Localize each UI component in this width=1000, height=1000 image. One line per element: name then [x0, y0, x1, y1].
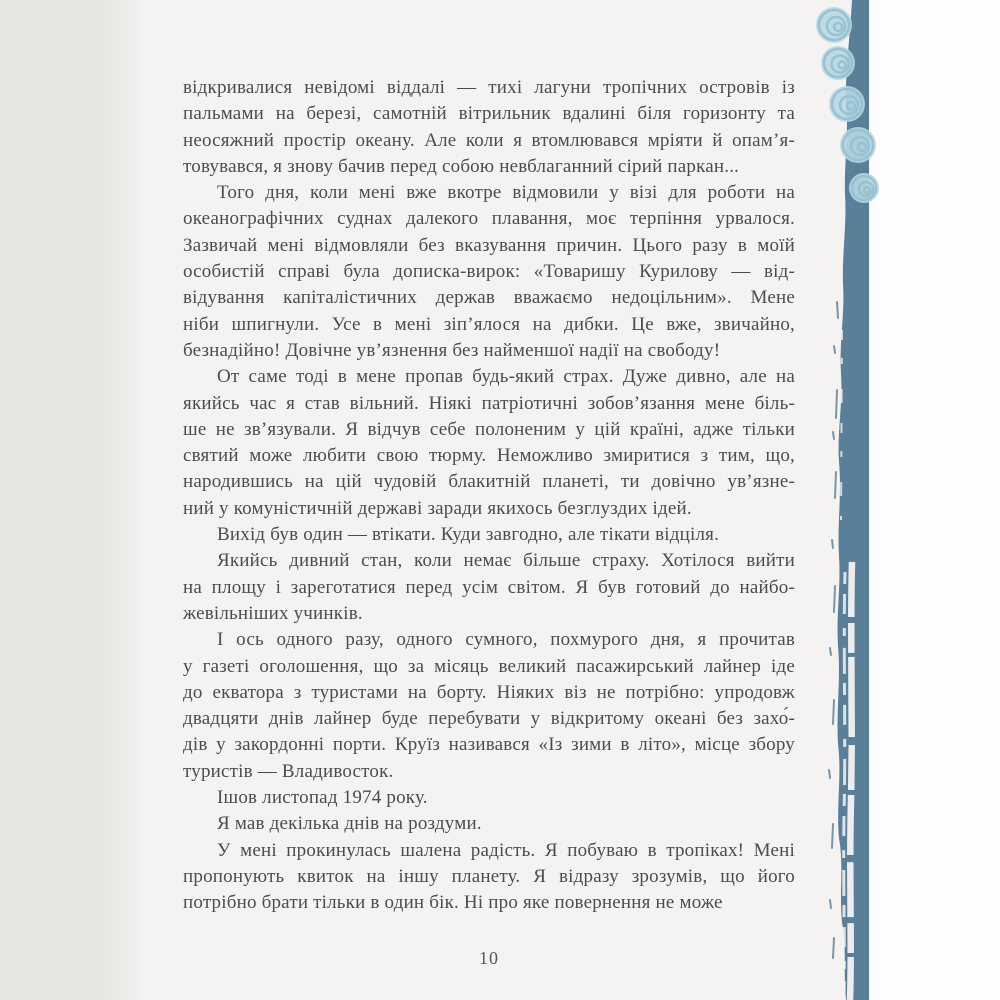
text-line: океанографічних суднах далекого плавання, моє терпіння урвалося.: [183, 208, 795, 230]
text-line: ніби шпигнули. Усе в мені зіп’ялося на дибки. Це вже, звичайно,: [183, 313, 795, 335]
text-line: Вихід був один — втікати. Куди завгодно, але тікати відціля.: [217, 524, 720, 546]
text-line: пальмами на березі, самотній вітрильник вдалині біля горизонту та: [183, 103, 795, 125]
page-number: 10: [479, 948, 499, 968]
text-line: ний у комуністичній державі заради якихось безглуздих ідей.: [183, 497, 692, 519]
text-line: жевільніших учинків.: [183, 602, 363, 624]
text-line: у газеті оголошення, що за місяць великий пасажирський лайнер іде: [183, 655, 795, 677]
text-line: Того дня, коли мені вже вкотре відмовили у візі для роботи на: [217, 182, 795, 204]
text-line: якийсь час я став вільний. Ніякі патріотичні зобов’язання мене біль-: [183, 392, 795, 414]
text-line: пропонують квиток на іншу планету. Я відразу зрозумів, що його: [183, 865, 795, 887]
text-line: народившись на цій чудовій блакитній планеті, ти довічно ув’язне-: [183, 471, 795, 493]
text-line: відкривалися невідомі віддалі — тихі лагуни тропічних островів із: [183, 77, 795, 98]
page-text: [183, 75, 795, 917]
text-line: дів у закордонні порти. Круїз називався «Із зими в літо», місце збору: [183, 734, 795, 756]
text-line: особистій справі була дописка-вирок: «Товаришу Курилову — від-: [183, 261, 795, 283]
text-line: І ось одного разу, одного сумного, похмурого дня, я прочитав: [217, 629, 795, 651]
text-line: потрібно брати тільки в один бік. Ні про яке повернення не може: [183, 892, 723, 914]
text-line: неосяжний простір океану. Але коли я втомлювався мріяти й опам’я-: [183, 129, 795, 151]
text-line: безнадійно! Довічне ув’язнення без найменшої надії на свободу!: [183, 339, 721, 361]
text-line: У мені прокинулась шалена радість. Я побуваю в тропіках! Мені: [217, 839, 795, 861]
text-line: товувався, я знову бачив перед собою невблаганний сірий паркан...: [183, 155, 740, 177]
text-line: до екватора з туристами на борту. Ніяких віз не потрібно: упродовж: [183, 681, 795, 703]
text-line: двадцяти днів лайнер буде перебувати у відкритому океані без захо́-: [183, 708, 795, 730]
text-line: відування капіталістичних держав вважаємо недоцільним». Мене: [183, 287, 795, 309]
text-line: Якийсь дивний стан, коли немає більше страху. Хотілося вийти: [217, 550, 795, 572]
text-line: Зазвичай мені відмовляли без вказування причин. Цього разу в моїй: [183, 234, 795, 256]
text-line: Я мав декілька днів на роздуми.: [217, 813, 482, 835]
text-line: От саме тоді в мене пропав будь-який страх. Дуже дивно, але на: [217, 366, 795, 388]
text-line: Ішов листопад 1974 року.: [217, 787, 428, 809]
text-line: на площу і зареготатися перед усім світом. Я був готовий до найбо-: [183, 576, 795, 598]
text-line: ше не зв’язували. Я відчув себе полоненим у цій країні, адже тільки: [183, 418, 795, 440]
text-line: туристів — Владивосток.: [183, 760, 394, 782]
text-line: святий може любити свою тюрму. Неможливо змиритися з тим, що,: [183, 445, 795, 467]
